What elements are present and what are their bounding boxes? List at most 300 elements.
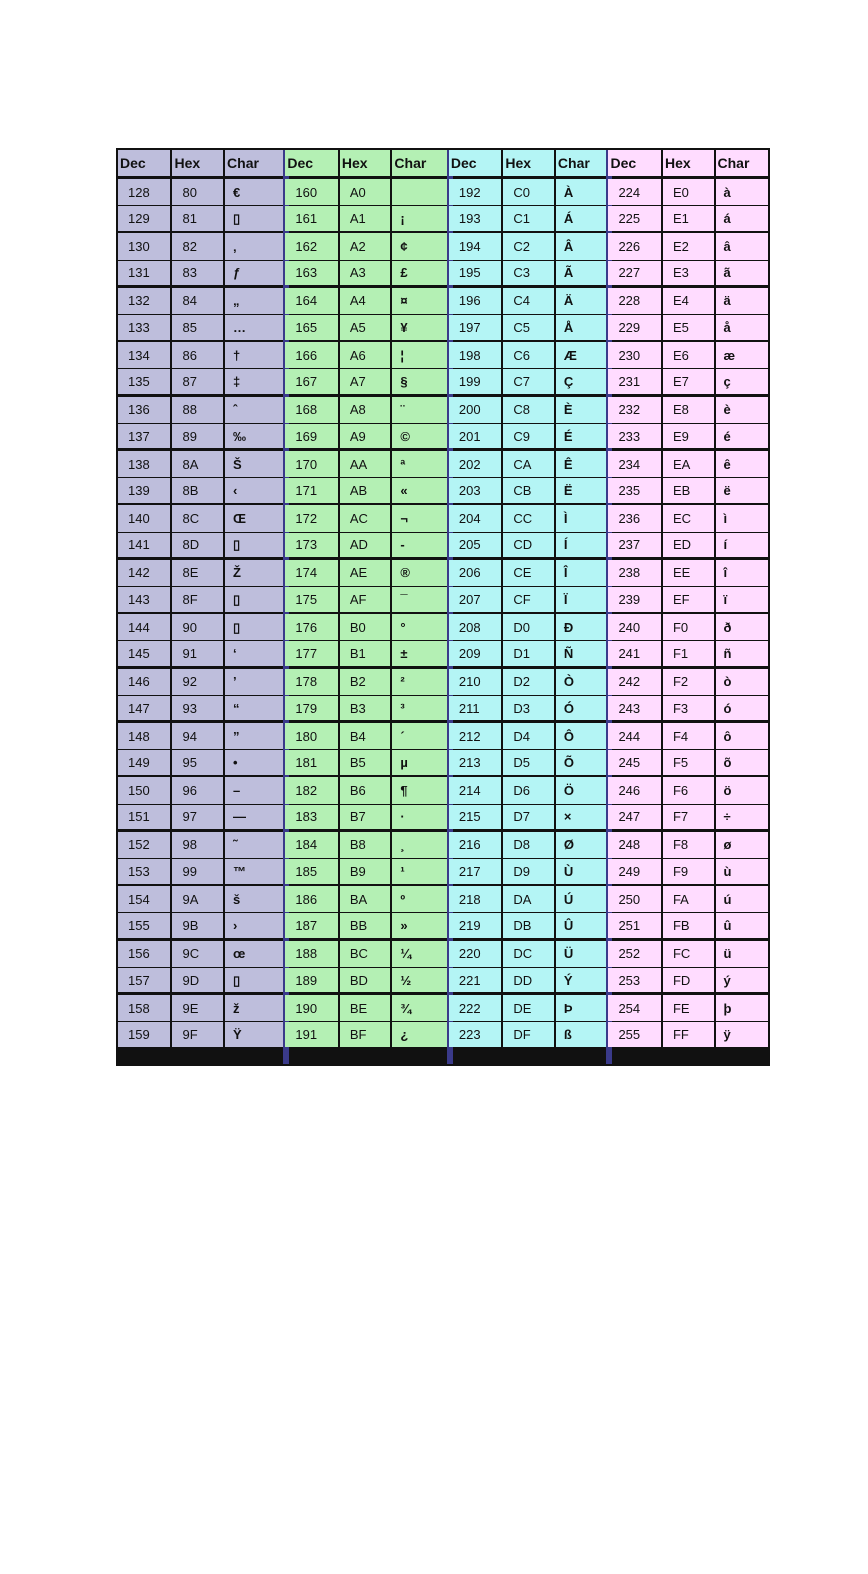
cell-hex: 84 xyxy=(172,288,223,314)
cell-char: £ xyxy=(392,261,446,286)
cell-dec: 237 xyxy=(608,533,660,558)
cell-dec: 185 xyxy=(285,859,337,884)
cell-dec: 219 xyxy=(449,913,501,938)
cell-dec: 136 xyxy=(118,397,170,423)
cell-hex: CE xyxy=(503,560,554,586)
cell-dec: 239 xyxy=(608,587,660,612)
cell-hex: ED xyxy=(663,533,714,558)
cell-hex: 8E xyxy=(172,560,223,586)
cell-char: € xyxy=(225,179,283,205)
cell-dec: 181 xyxy=(285,750,337,775)
cell-dec: 176 xyxy=(285,614,337,640)
cell-dec: 234 xyxy=(608,451,660,477)
cell-char: ¦ xyxy=(392,342,446,368)
cell-char: Ì xyxy=(556,505,607,531)
cell-hex: E4 xyxy=(663,288,714,314)
cell-char: ¬ xyxy=(392,505,446,531)
cell-hex: A9 xyxy=(340,424,391,449)
cell-hex: E0 xyxy=(663,179,714,205)
cell-dec: 221 xyxy=(449,968,501,993)
cell-hex: A8 xyxy=(340,397,391,423)
cell-dec: 153 xyxy=(118,859,170,884)
cell-dec: 130 xyxy=(118,233,170,259)
header-char: Char xyxy=(392,150,446,176)
cell-char: ì xyxy=(716,505,768,531)
cell-hex: B6 xyxy=(340,777,391,803)
cell-hex: A0 xyxy=(340,179,391,205)
cell-char: © xyxy=(392,424,446,449)
cell-dec: 135 xyxy=(118,369,170,394)
cell-char: º xyxy=(392,886,446,912)
cell-hex: AD xyxy=(340,533,391,558)
cell-char: ó xyxy=(716,696,768,721)
cell-char: Ù xyxy=(556,859,607,884)
cell-hex: E7 xyxy=(663,369,714,394)
cell-hex: E2 xyxy=(663,233,714,259)
cell-hex: 81 xyxy=(172,206,223,231)
cell-char: ¤ xyxy=(392,288,446,314)
cell-char: ä xyxy=(716,288,768,314)
cell-dec: 243 xyxy=(608,696,660,721)
cell-char: ï xyxy=(716,587,768,612)
cell-char: Š xyxy=(225,451,283,477)
cell-dec: 189 xyxy=(285,968,337,993)
cell-hex: FD xyxy=(663,968,714,993)
cell-dec: 141 xyxy=(118,533,170,558)
cell-char: Õ xyxy=(556,750,607,775)
cell-hex: F8 xyxy=(663,832,714,858)
column-dec-group-3 xyxy=(449,150,501,1064)
cell-char: • xyxy=(225,750,283,775)
cell-char: Œ xyxy=(225,505,283,531)
cell-hex: A4 xyxy=(340,288,391,314)
cell-dec: 217 xyxy=(449,859,501,884)
cell-char: ¯ xyxy=(392,587,446,612)
header-char: Char xyxy=(225,150,283,176)
cell-hex: E3 xyxy=(663,261,714,286)
cell-hex: F9 xyxy=(663,859,714,884)
cell-dec: 143 xyxy=(118,587,170,612)
column-char-group-4 xyxy=(716,150,768,1064)
cell-dec: 174 xyxy=(285,560,337,586)
cell-char: ž xyxy=(225,995,283,1021)
cell-dec: 228 xyxy=(608,288,660,314)
cell-dec: 167 xyxy=(285,369,337,394)
cell-char: ▯ xyxy=(225,206,283,231)
cell-hex: C4 xyxy=(503,288,554,314)
cell-hex: F4 xyxy=(663,723,714,749)
cell-hex: DF xyxy=(503,1022,554,1047)
cell-dec: 192 xyxy=(449,179,501,205)
cell-dec: 164 xyxy=(285,288,337,314)
cell-hex: EF xyxy=(663,587,714,612)
cell-dec: 169 xyxy=(285,424,337,449)
cell-hex: BA xyxy=(340,886,391,912)
cell-hex: 9B xyxy=(172,913,223,938)
header-hex: Hex xyxy=(663,150,714,176)
cell-hex: 9C xyxy=(172,941,223,967)
cell-hex: AB xyxy=(340,478,391,503)
cell-hex: EC xyxy=(663,505,714,531)
cell-hex: F2 xyxy=(663,669,714,695)
cell-dec: 131 xyxy=(118,261,170,286)
cell-hex: 9E xyxy=(172,995,223,1021)
cell-dec: 250 xyxy=(608,886,660,912)
cell-hex: F5 xyxy=(663,750,714,775)
cell-hex: E6 xyxy=(663,342,714,368)
cell-hex: AF xyxy=(340,587,391,612)
cell-dec: 194 xyxy=(449,233,501,259)
cell-hex: DD xyxy=(503,968,554,993)
cell-dec: 165 xyxy=(285,315,337,340)
cell-char: ¨ xyxy=(392,397,446,423)
cell-hex: F1 xyxy=(663,641,714,666)
cell-hex: C8 xyxy=(503,397,554,423)
cell-char: ´ xyxy=(392,723,446,749)
cell-dec: 137 xyxy=(118,424,170,449)
cell-dec: 208 xyxy=(449,614,501,640)
cell-char: µ xyxy=(392,750,446,775)
cell-dec: 134 xyxy=(118,342,170,368)
cell-char: Þ xyxy=(556,995,607,1021)
cell-char: ú xyxy=(716,886,768,912)
cell-char: ü xyxy=(716,941,768,967)
column-hex-group-2 xyxy=(340,150,391,1064)
cell-dec: 170 xyxy=(285,451,337,477)
cell-dec: 168 xyxy=(285,397,337,423)
cell-hex: 80 xyxy=(172,179,223,205)
cell-dec: 173 xyxy=(285,533,337,558)
cell-char: â xyxy=(716,233,768,259)
cell-char: Ÿ xyxy=(225,1022,283,1047)
cell-dec: 242 xyxy=(608,669,660,695)
cell-hex: 95 xyxy=(172,750,223,775)
cell-hex: 9F xyxy=(172,1022,223,1047)
cell-hex: EB xyxy=(663,478,714,503)
column-hex-group-4 xyxy=(663,150,714,1064)
cell-dec: 197 xyxy=(449,315,501,340)
cell-dec: 138 xyxy=(118,451,170,477)
cell-char: Ç xyxy=(556,369,607,394)
cell-dec: 220 xyxy=(449,941,501,967)
cell-char: » xyxy=(392,913,446,938)
cell-hex: 92 xyxy=(172,669,223,695)
cell-char: ö xyxy=(716,777,768,803)
cell-char: ¿ xyxy=(392,1022,446,1047)
column-char-group-2 xyxy=(392,150,446,1064)
cell-hex: B2 xyxy=(340,669,391,695)
cell-char: õ xyxy=(716,750,768,775)
cell-dec: 186 xyxy=(285,886,337,912)
cell-char: ▯ xyxy=(225,614,283,640)
cell-char: ¹ xyxy=(392,859,446,884)
cell-char: ’ xyxy=(225,669,283,695)
cell-dec: 215 xyxy=(449,805,501,830)
cell-char: Ö xyxy=(556,777,607,803)
cell-hex: AC xyxy=(340,505,391,531)
cell-char: ‰ xyxy=(225,424,283,449)
cell-hex: E1 xyxy=(663,206,714,231)
cell-char xyxy=(392,179,446,205)
cell-char: Ê xyxy=(556,451,607,477)
cell-hex: E8 xyxy=(663,397,714,423)
header-dec: Dec xyxy=(118,150,170,176)
cell-char: “ xyxy=(225,696,283,721)
cell-char: å xyxy=(716,315,768,340)
cell-dec: 225 xyxy=(608,206,660,231)
cell-char: š xyxy=(225,886,283,912)
cell-hex: 8A xyxy=(172,451,223,477)
cell-dec: 218 xyxy=(449,886,501,912)
cell-hex: BD xyxy=(340,968,391,993)
cell-char: Ñ xyxy=(556,641,607,666)
cell-dec: 142 xyxy=(118,560,170,586)
cell-char: û xyxy=(716,913,768,938)
cell-dec: 150 xyxy=(118,777,170,803)
column-dec-group-4 xyxy=(608,150,660,1064)
cell-dec: 162 xyxy=(285,233,337,259)
cell-hex: D2 xyxy=(503,669,554,695)
cell-dec: 180 xyxy=(285,723,337,749)
cell-hex: FF xyxy=(663,1022,714,1047)
cell-dec: 205 xyxy=(449,533,501,558)
cell-char: Ô xyxy=(556,723,607,749)
column-char-group-1 xyxy=(225,150,283,1064)
cell-hex: 85 xyxy=(172,315,223,340)
cell-hex: DB xyxy=(503,913,554,938)
cell-char: á xyxy=(716,206,768,231)
cell-hex: FA xyxy=(663,886,714,912)
cell-hex: B1 xyxy=(340,641,391,666)
cell-dec: 196 xyxy=(449,288,501,314)
cell-char: ƒ xyxy=(225,261,283,286)
cell-hex: A1 xyxy=(340,206,391,231)
cell-char: Í xyxy=(556,533,607,558)
header-dec: Dec xyxy=(285,150,337,176)
cell-dec: 132 xyxy=(118,288,170,314)
cell-dec: 248 xyxy=(608,832,660,858)
cell-hex: E5 xyxy=(663,315,714,340)
cell-hex: 9D xyxy=(172,968,223,993)
cell-hex: DE xyxy=(503,995,554,1021)
cell-char: „ xyxy=(225,288,283,314)
cell-hex: D9 xyxy=(503,859,554,884)
cell-char: Ä xyxy=(556,288,607,314)
cell-char: – xyxy=(225,777,283,803)
cell-hex: D1 xyxy=(503,641,554,666)
cell-hex: D5 xyxy=(503,750,554,775)
cell-char: Ý xyxy=(556,968,607,993)
cell-dec: 206 xyxy=(449,560,501,586)
cell-dec: 202 xyxy=(449,451,501,477)
cell-char: Ž xyxy=(225,560,283,586)
cell-hex: 87 xyxy=(172,369,223,394)
cell-dec: 210 xyxy=(449,669,501,695)
cell-char: ▯ xyxy=(225,533,283,558)
cell-hex: CB xyxy=(503,478,554,503)
cell-char: ò xyxy=(716,669,768,695)
cell-char: ± xyxy=(392,641,446,666)
cell-dec: 232 xyxy=(608,397,660,423)
cell-dec: 144 xyxy=(118,614,170,640)
cell-dec: 147 xyxy=(118,696,170,721)
cell-char: × xyxy=(556,805,607,830)
cell-char: í xyxy=(716,533,768,558)
cell-char: Å xyxy=(556,315,607,340)
cell-char: — xyxy=(225,805,283,830)
cell-hex: B9 xyxy=(340,859,391,884)
cell-hex: DA xyxy=(503,886,554,912)
column-hex-group-1 xyxy=(172,150,223,1064)
cell-dec: 172 xyxy=(285,505,337,531)
cell-hex: 9A xyxy=(172,886,223,912)
cell-dec: 246 xyxy=(608,777,660,803)
cell-hex: F3 xyxy=(663,696,714,721)
cell-char: ¥ xyxy=(392,315,446,340)
cell-hex: CD xyxy=(503,533,554,558)
cell-dec: 157 xyxy=(118,968,170,993)
cell-hex: AE xyxy=(340,560,391,586)
cell-char: Û xyxy=(556,913,607,938)
cell-char: ª xyxy=(392,451,446,477)
cell-dec: 193 xyxy=(449,206,501,231)
cell-hex: FE xyxy=(663,995,714,1021)
cell-dec: 195 xyxy=(449,261,501,286)
cell-dec: 247 xyxy=(608,805,660,830)
cell-dec: 151 xyxy=(118,805,170,830)
cell-hex: 8F xyxy=(172,587,223,612)
cell-char: ½ xyxy=(392,968,446,993)
cell-dec: 255 xyxy=(608,1022,660,1047)
cell-hex: F0 xyxy=(663,614,714,640)
cell-dec: 129 xyxy=(118,206,170,231)
cell-dec: 240 xyxy=(608,614,660,640)
cell-dec: 251 xyxy=(608,913,660,938)
cell-hex: CF xyxy=(503,587,554,612)
cell-char: æ xyxy=(716,342,768,368)
cell-char: ñ xyxy=(716,641,768,666)
cell-char: ³ xyxy=(392,696,446,721)
cell-char: « xyxy=(392,478,446,503)
header-dec: Dec xyxy=(449,150,501,176)
cell-char: þ xyxy=(716,995,768,1021)
cell-dec: 152 xyxy=(118,832,170,858)
cell-hex: C5 xyxy=(503,315,554,340)
cell-dec: 190 xyxy=(285,995,337,1021)
cell-char: ß xyxy=(556,1022,607,1047)
cell-char: · xyxy=(392,805,446,830)
cell-dec: 156 xyxy=(118,941,170,967)
cell-char: È xyxy=(556,397,607,423)
cell-char: ¾ xyxy=(392,995,446,1021)
cell-hex: CC xyxy=(503,505,554,531)
cell-hex: A6 xyxy=(340,342,391,368)
cell-dec: 177 xyxy=(285,641,337,666)
cell-char: ˜ xyxy=(225,832,283,858)
cell-dec: 155 xyxy=(118,913,170,938)
cell-hex: A2 xyxy=(340,233,391,259)
cell-dec: 146 xyxy=(118,669,170,695)
cell-char: Á xyxy=(556,206,607,231)
cell-dec: 178 xyxy=(285,669,337,695)
cell-hex: 97 xyxy=(172,805,223,830)
cell-char: ° xyxy=(392,614,446,640)
header-dec: Dec xyxy=(608,150,660,176)
cell-hex: 89 xyxy=(172,424,223,449)
cell-hex: 8B xyxy=(172,478,223,503)
cell-hex: BC xyxy=(340,941,391,967)
cell-char: ‡ xyxy=(225,369,283,394)
cell-hex: 82 xyxy=(172,233,223,259)
cell-hex: BF xyxy=(340,1022,391,1047)
cell-dec: 254 xyxy=(608,995,660,1021)
cell-hex: F7 xyxy=(663,805,714,830)
cell-char: ® xyxy=(392,560,446,586)
cell-hex: 91 xyxy=(172,641,223,666)
cell-hex: 88 xyxy=(172,397,223,423)
cell-hex: D7 xyxy=(503,805,554,830)
cell-char: › xyxy=(225,913,283,938)
cell-hex: C1 xyxy=(503,206,554,231)
cell-dec: 198 xyxy=(449,342,501,368)
cell-dec: 163 xyxy=(285,261,337,286)
cell-dec: 231 xyxy=(608,369,660,394)
cell-dec: 184 xyxy=(285,832,337,858)
cell-dec: 161 xyxy=(285,206,337,231)
cell-hex: 99 xyxy=(172,859,223,884)
cell-char: ¶ xyxy=(392,777,446,803)
cell-dec: 182 xyxy=(285,777,337,803)
cell-dec: 235 xyxy=(608,478,660,503)
cell-dec: 241 xyxy=(608,641,660,666)
column-dec-group-2 xyxy=(285,150,337,1064)
cell-dec: 128 xyxy=(118,179,170,205)
cell-dec: 175 xyxy=(285,587,337,612)
cell-dec: 171 xyxy=(285,478,337,503)
cell-hex: B3 xyxy=(340,696,391,721)
cell-hex: C9 xyxy=(503,424,554,449)
cell-char: é xyxy=(716,424,768,449)
cell-char: … xyxy=(225,315,283,340)
cell-dec: 188 xyxy=(285,941,337,967)
cell-hex: A3 xyxy=(340,261,391,286)
cell-dec: 179 xyxy=(285,696,337,721)
cell-char: ô xyxy=(716,723,768,749)
cell-hex: AA xyxy=(340,451,391,477)
header-char: Char xyxy=(556,150,607,176)
cell-char: ▯ xyxy=(225,968,283,993)
cell-dec: 199 xyxy=(449,369,501,394)
cell-dec: 209 xyxy=(449,641,501,666)
cell-dec: 183 xyxy=(285,805,337,830)
header-hex: Hex xyxy=(172,150,223,176)
cell-char: Î xyxy=(556,560,607,586)
cell-dec: 133 xyxy=(118,315,170,340)
cell-char: Ø xyxy=(556,832,607,858)
cell-char: Ï xyxy=(556,587,607,612)
cell-char: ê xyxy=(716,451,768,477)
cell-hex: FB xyxy=(663,913,714,938)
cell-dec: 149 xyxy=(118,750,170,775)
cell-char: ‘ xyxy=(225,641,283,666)
cell-hex: C7 xyxy=(503,369,554,394)
cell-dec: 166 xyxy=(285,342,337,368)
cell-hex: F6 xyxy=(663,777,714,803)
column-hex-group-3 xyxy=(503,150,554,1064)
cell-hex: D4 xyxy=(503,723,554,749)
cell-char: † xyxy=(225,342,283,368)
cell-char: à xyxy=(716,179,768,205)
